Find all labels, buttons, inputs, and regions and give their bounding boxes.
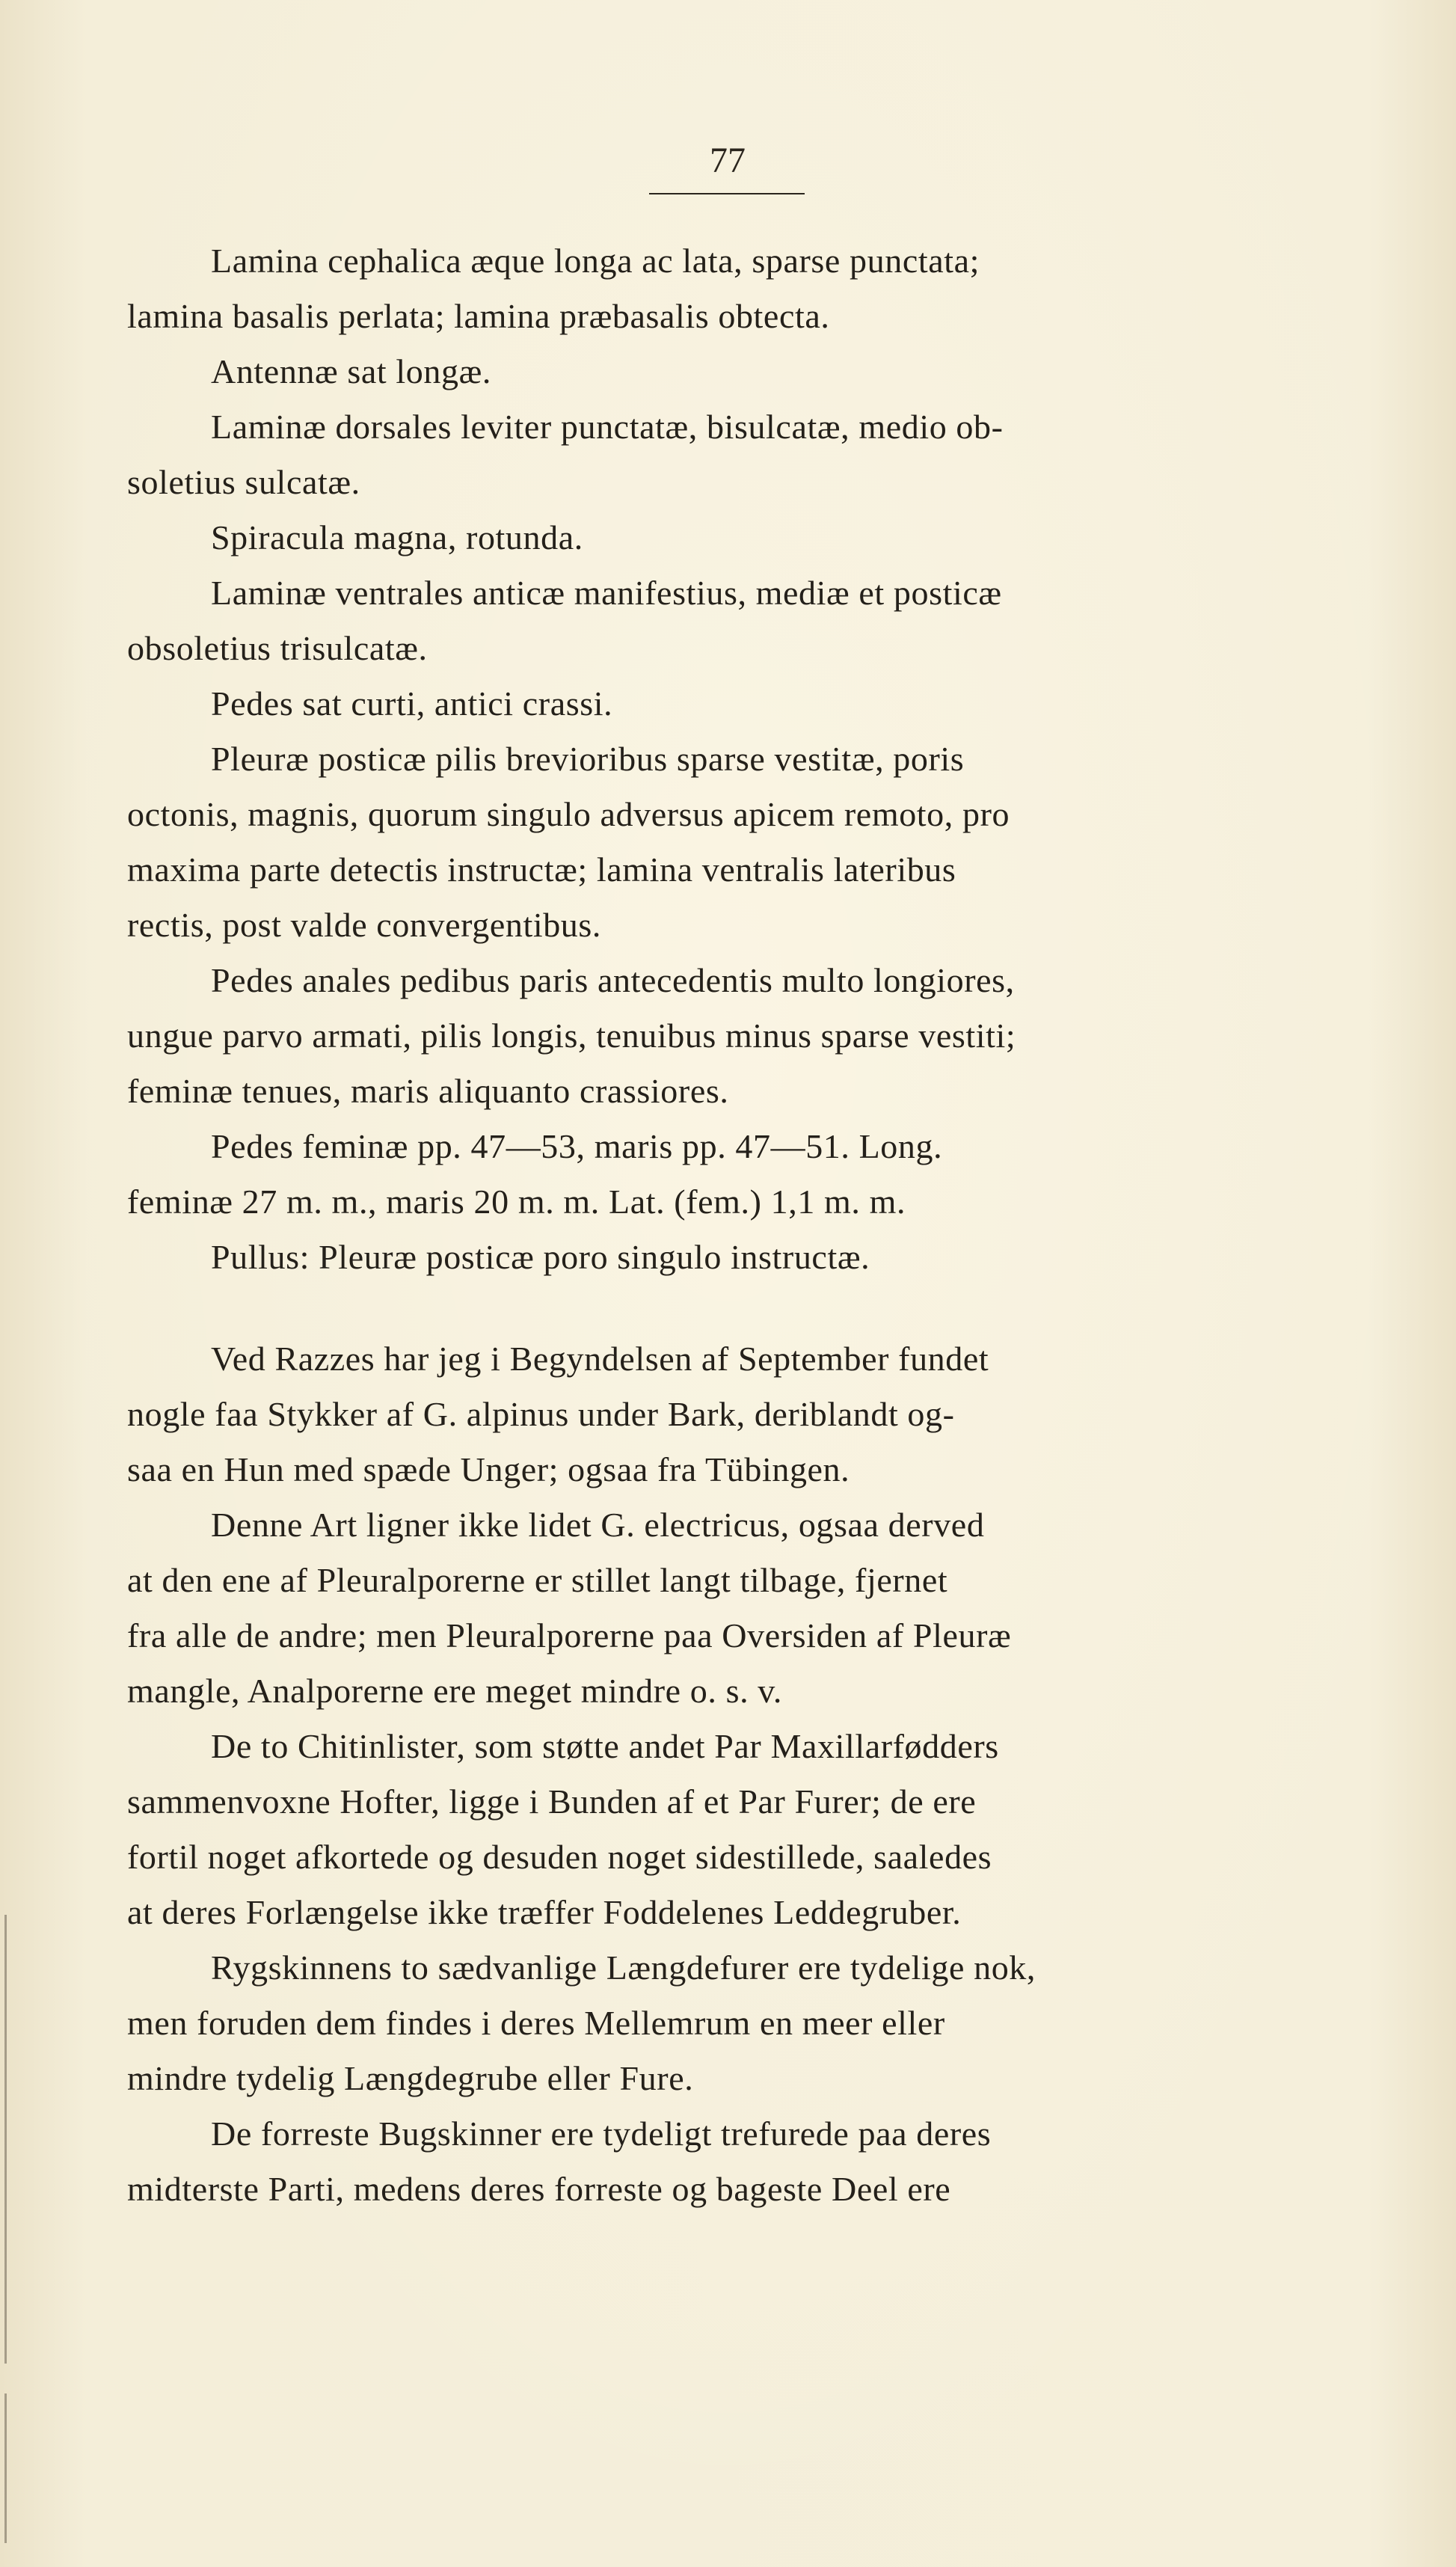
latin-paragraph-4 (127, 510, 1249, 565)
latin-paragraph-7 (127, 732, 1249, 953)
text-line: Lamina cephalica æque longa ac lata, sparse punctata; (211, 242, 980, 280)
latin-paragraph-5 (127, 565, 1249, 676)
danish-paragraph-2 (127, 1497, 1249, 1719)
page-number: 77 (710, 141, 746, 180)
text-line: fortil noget afkortede og desuden noget sidestillede, saaledes (127, 1838, 992, 1876)
text-line: fra alle de andre; men Pleuralporerne paa Oversiden af Pleuræ (127, 1616, 1012, 1654)
danish-paragraph-1 (127, 1331, 1249, 1497)
binding-edge-mark-lower (4, 2393, 7, 2543)
text-line: Denne Art ligner ikke lidet G. electricus, ogsaa derved (211, 1506, 985, 1544)
text-line: at deres Forlængelse ikke træffer Foddelenes Leddegruber. (127, 1893, 962, 1931)
danish-paragraph-5 (127, 2106, 1249, 2217)
text-line: feminæ 27 m. m., maris 20 m. m. Lat. (fem.) 1,1 m. m. (127, 1183, 906, 1221)
text-line: Laminæ dorsales leviter punctatæ, bisulcatæ, medio ob- (211, 408, 1004, 446)
binding-edge-mark (4, 1915, 7, 2364)
text-line: Pullus: Pleuræ posticæ poro singulo instructæ. (211, 1238, 870, 1276)
text-line: sammenvoxne Hofter, ligge i Bunden af et Par Furer; de ere (127, 1782, 977, 1821)
text-line: mindre tydelig Længdegrube eller Fure. (127, 2059, 694, 2097)
text-line: Spiracula magna, rotunda. (211, 518, 583, 556)
text-line: mangle, Analporerne ere meget mindre o. s. v. (127, 1672, 783, 1710)
text-line: Ved Razzes har jeg i Begyndelsen af September fundet (211, 1340, 989, 1378)
latin-paragraph-6 (127, 676, 1249, 732)
text-line: midterste Parti, medens deres forreste og bageste Deel ere (127, 2170, 951, 2208)
text-line: men foruden dem findes i deres Mellemrum en meer eller (127, 2004, 945, 2042)
text-line: Pleuræ posticæ pilis brevioribus sparse vestitæ, poris (211, 740, 965, 778)
text-line: Laminæ ventrales anticæ manifestius, mediæ et posticæ (211, 574, 1002, 612)
text-line: soletius sulcatæ. (127, 463, 360, 501)
text-line: Rygskinnens to sædvanlige Længdefurer ere tydelige nok, (211, 1948, 1036, 1987)
text-line: De forreste Bugskinner ere tydeligt trefurede paa deres (211, 2114, 992, 2153)
text-line: maxima parte detectis instructæ; lamina ventralis lateribus (127, 850, 956, 889)
latin-paragraph-10 (127, 1230, 1249, 1285)
text-line: Pedes anales pedibus paris antecedentis multo longiores, (211, 961, 1015, 999)
text-line: De to Chitinlister, som støtte andet Par Maxillarfødders (211, 1727, 999, 1765)
text-line: ungue parvo armati, pilis longis, tenuibus minus sparse vestiti; (127, 1016, 1016, 1055)
text-line: Pedes feminæ pp. 47—53, maris pp. 47—51. Long. (211, 1127, 943, 1165)
text-line: feminæ tenues, maris aliquanto crassiores. (127, 1072, 729, 1110)
text-line: Antennæ sat longæ. (211, 352, 491, 390)
text-line: lamina basalis perlata; lamina præbasalis obtecta. (127, 297, 830, 335)
latin-paragraph-9 (127, 1119, 1249, 1230)
text-line: obsoletius trisulcatæ. (127, 629, 428, 667)
text-line: at den ene af Pleuralporerne er stillet langt tilbage, fjernet (127, 1561, 948, 1599)
latin-paragraph-2 (127, 344, 1249, 399)
text-line: octonis, magnis, quorum singulo adversus apicem remoto, pro (127, 795, 1010, 833)
text-line: saa en Hun med spæde Unger; ogsaa fra Tübingen. (127, 1450, 850, 1488)
latin-paragraph-1 (127, 233, 1249, 344)
danish-paragraph-4 (127, 1940, 1249, 2106)
latin-paragraph-8 (127, 953, 1249, 1119)
danish-paragraph-3 (127, 1719, 1249, 1940)
text-line: rectis, post valde convergentibus. (127, 906, 602, 944)
page-number-rule (649, 193, 805, 194)
text-line: Pedes sat curti, antici crassi. (211, 684, 613, 723)
text-line: nogle faa Stykker af G. alpinus under Bark, deriblandt og- (127, 1395, 955, 1433)
latin-paragraph-3 (127, 399, 1249, 510)
